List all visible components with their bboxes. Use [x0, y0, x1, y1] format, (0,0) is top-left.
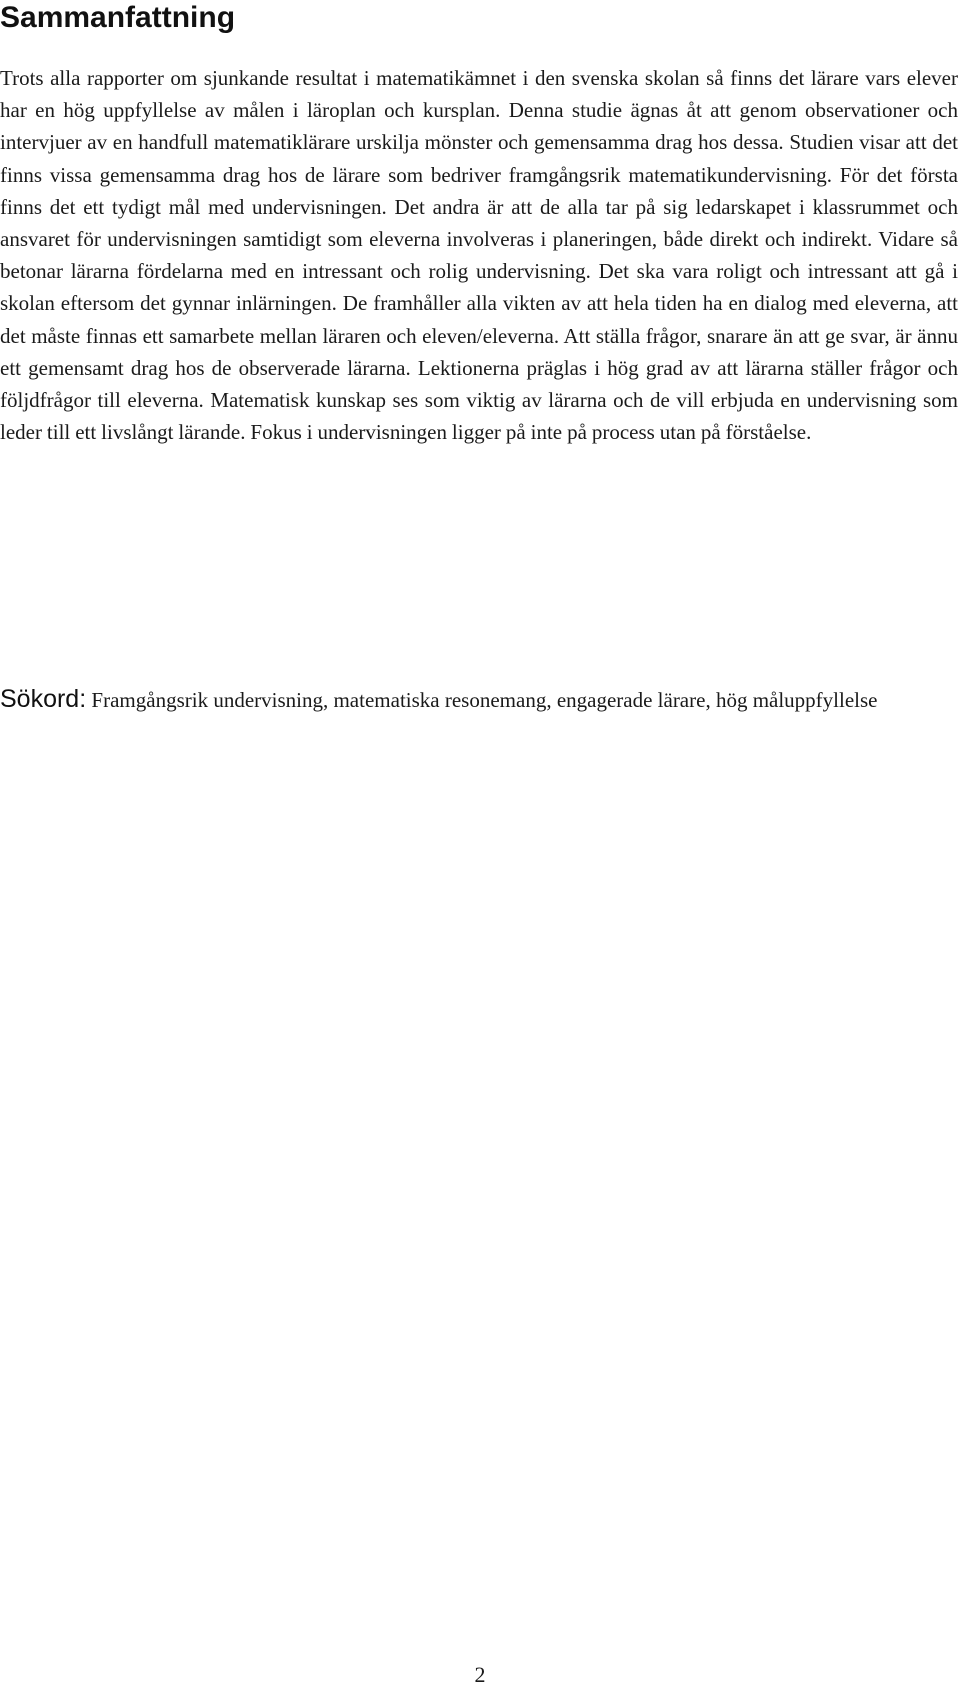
keywords-line	[0, 683, 958, 716]
abstract-paragraph: Trots alla rapporter om sjunkande resultat i matematikämnet i den svenska skolan så finns det lärare vars elever har en hög uppfyllelse av målen i läroplan och kursplan. Denna studie ägnas åt att genom observationer och intervjuer av en handfull matematiklärare urskilja mönster och gemensamma drag hos dessa. Studien visar att det finns vissa gemensamma drag hos de lärare som bedriver framgångsrik matematikundervisning. För det första finns det ett tydigt mål med undervisningen. Det andra är att de alla tar på sig ledarskapet i klassrummet och ansvaret för undervisningen samtidigt som eleverna involveras i planeringen, både direkt och indirekt. Vidare så betonar lärarna fördelarna med en intressant och rolig undervisning. Det ska vara roligt och intressant att gå i skolan eftersom det gynnar inlärningen. De framhåller alla vikten av att hela tiden ha en dialog med eleverna, att det måste finnas ett samarbete mellan läraren och eleven/eleverna. Att ställa frågor, snarare än att ge svar, är ännu ett gemensamt drag hos de observerade lärarna. Lektionerna präglas i hög grad av att lärarna ställer frågor och följdfrågor till eleverna. Matematisk kunskap ses som viktig av lärarna och de vill erbjuda en undervisning som leder till ett livslångt lärande. Fokus i undervisningen ligger på inte på process utan på förståelse.	[0, 66, 958, 445]
keywords-text: Framgångsrik undervisning, matematiska resonemang, engagerade lärare, hög måluppfyllelse	[91, 688, 878, 712]
page-number: 2	[474, 1662, 486, 1687]
keywords-label: Sökord:	[0, 685, 87, 713]
section-heading: Sammanfattning	[0, 1, 236, 34]
